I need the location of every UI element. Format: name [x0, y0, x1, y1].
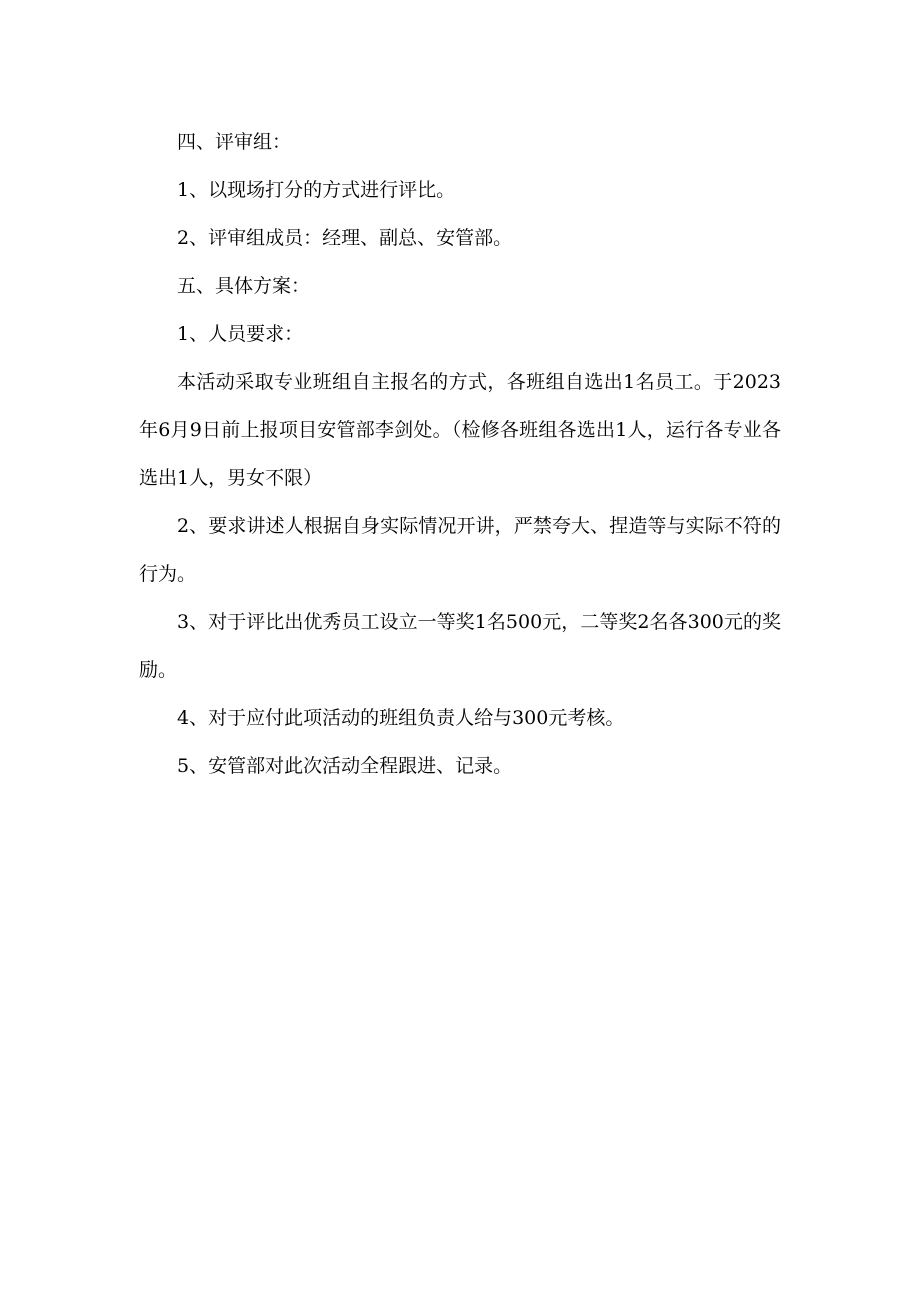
- plan-item-1-heading: 1、人员要求：: [177, 323, 304, 345]
- review-item-2: 2、评审组成员：经理、副总、安管部。: [177, 227, 513, 249]
- document-body: [139, 118, 781, 790]
- section-heading-review-group: 四、评审组：: [177, 131, 292, 153]
- plan-item-1-body: 本活动采取专业班组自主报名的方式，各班组自选出1名员工。于2023年6月9日前上报项目安管部李剑处。（检修各班组各选出1人，运行各专业各选出1人，男女不限）: [139, 371, 781, 489]
- plan-item-4: 4、对于应付此项活动的班组负责人给与300元考核。: [177, 707, 625, 729]
- plan-item-3: 3、对于评比出优秀员工设立一等奖1名500元，二等奖2名各300元的奖励。: [139, 611, 781, 681]
- plan-item-5: 5、安管部对此次活动全程跟进、记录。: [177, 755, 513, 777]
- section-heading-plan: 五、具体方案：: [177, 275, 311, 297]
- review-item-1: 1、以现场打分的方式进行评比。: [177, 179, 456, 201]
- plan-item-2: 2、要求讲述人根据自身实际情况开讲，严禁夸大、捏造等与实际不符的行为。: [139, 515, 781, 585]
